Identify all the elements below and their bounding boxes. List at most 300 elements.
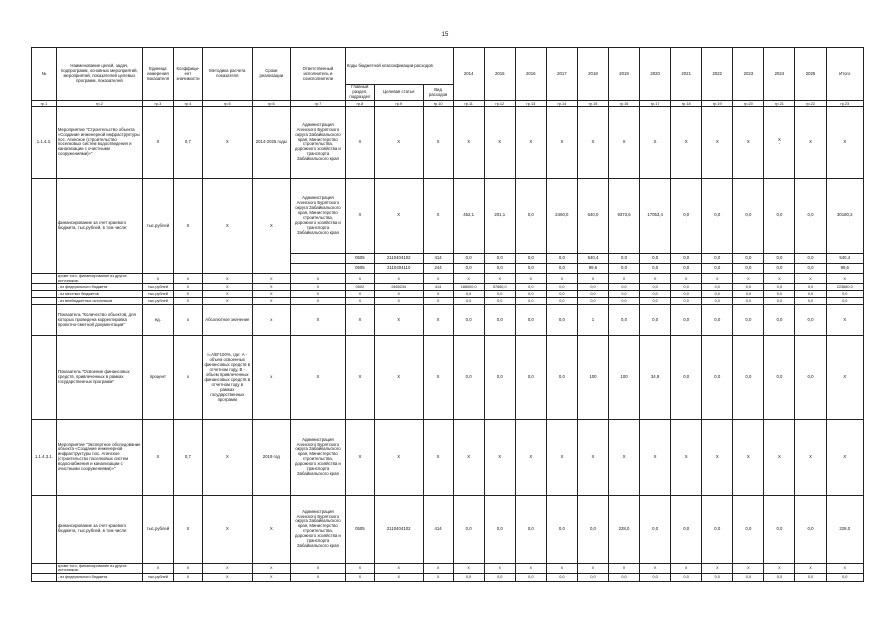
- row-unit: X: [142, 564, 173, 574]
- row-value: X: [609, 564, 640, 574]
- row-value: 452,1: [453, 178, 484, 254]
- row-value: 0,0: [702, 336, 733, 420]
- header-year: 2021: [671, 48, 702, 101]
- row-value: 0,0: [795, 298, 826, 305]
- row-term: X: [252, 291, 290, 298]
- row-value: 0,0: [733, 254, 764, 264]
- row-value: 0,0: [795, 305, 826, 336]
- row-value: 0,0: [640, 298, 671, 305]
- row-name: - из федерального бюджета: [56, 284, 142, 291]
- row-value: 0,0: [640, 264, 671, 274]
- header-year: 2015: [484, 48, 515, 101]
- row-razdel: 0505: [345, 495, 374, 563]
- row-value: 0,0: [795, 284, 826, 291]
- row-value: 0,0: [484, 298, 515, 305]
- row-responsible: X: [290, 298, 345, 305]
- row-value: X: [702, 107, 733, 179]
- row-value: 0,0: [515, 284, 546, 291]
- row-value: 0,0: [671, 291, 702, 298]
- header-year: 2023: [733, 48, 764, 101]
- row-value: 0,0: [453, 336, 484, 420]
- row-value: 0,0: [577, 291, 608, 298]
- row-razdel: X: [345, 336, 374, 420]
- row-responsible: X: [290, 336, 345, 420]
- row-vid: X: [423, 573, 453, 581]
- row-value: X: [577, 564, 608, 574]
- row-responsible: X: [290, 274, 345, 284]
- row-term: x: [252, 305, 290, 336]
- row-value: 0,0: [484, 264, 515, 274]
- row-no: [32, 564, 57, 574]
- row-unit: процент: [142, 336, 173, 420]
- col-num: гр.20: [733, 101, 764, 107]
- row-no: [32, 274, 57, 284]
- row-value: 0,0: [671, 573, 702, 581]
- col-num: гр.19: [702, 101, 733, 107]
- row-total: X: [826, 336, 863, 420]
- header-csr: Целевая статья: [374, 85, 423, 101]
- header-codes: Коды бюджетной классификации расходов: [345, 48, 453, 85]
- row-csr: 2110404102: [374, 495, 423, 563]
- row-csr: 2465234: [374, 284, 423, 291]
- row-value: 0,0: [764, 305, 795, 336]
- row-no: [32, 336, 57, 420]
- row-total: 540,4: [826, 254, 863, 264]
- row-value: X: [609, 107, 640, 179]
- row-value: 0,0: [795, 573, 826, 581]
- col-num: гр.12: [484, 101, 515, 107]
- col-num: гр.3: [142, 101, 173, 107]
- row-value: 9373,6: [609, 178, 640, 254]
- header-year: 2020: [640, 48, 671, 101]
- row-coef: X: [173, 495, 202, 563]
- row-value: 0,0: [546, 573, 577, 581]
- row-razdel: X: [345, 298, 374, 305]
- row-value: X: [640, 420, 671, 496]
- row-value: 0,0: [515, 495, 546, 563]
- row-value: 0,0: [515, 573, 546, 581]
- row-value: 0,0: [453, 291, 484, 298]
- row-coef: X: [173, 284, 202, 291]
- row-csr: 2110404102: [374, 254, 423, 264]
- row-vid: X: [423, 107, 453, 179]
- row-value: 17053,4: [640, 178, 671, 254]
- row-value: 0,0: [764, 495, 795, 563]
- row-value: 0,0: [577, 573, 608, 581]
- row-value: 0,0: [671, 284, 702, 291]
- row-value: 0,0: [546, 254, 577, 264]
- col-num: гр.7: [290, 101, 345, 107]
- row-csr: X: [374, 305, 423, 336]
- row-name: Показатель "Количество объектов, для которых проведена корректировка проектно-сметной документации": [56, 305, 142, 336]
- row-unit: тыс.рублей: [142, 178, 173, 274]
- row-csr: X: [374, 573, 423, 581]
- table-row: [32, 420, 864, 496]
- row-value: 0,0: [577, 298, 608, 305]
- col-num: гр.22: [795, 101, 826, 107]
- row-csr: X: [374, 420, 423, 496]
- row-value: 0,0: [702, 284, 733, 291]
- row-value: 0,0: [640, 573, 671, 581]
- row-method: I=A/B*100%, где: А - объем освоенных финансовых средств в отчетном году, В - объем привлеченных финансовых средств в отчетном году в рамках государственных программ: [202, 336, 252, 420]
- row-value: 0,0: [702, 298, 733, 305]
- row-value: 0,0: [733, 305, 764, 336]
- row-name: кроме того, финансирование из других источников:: [56, 274, 142, 284]
- row-term: X: [252, 298, 290, 305]
- col-num: гр.23: [826, 101, 863, 107]
- row-value: X: [609, 274, 640, 284]
- row-value: X: [671, 107, 702, 179]
- header-coef: Коэффици-ент значимости: [173, 48, 202, 101]
- row-value: 0,0: [484, 573, 515, 581]
- row-value: 0,0: [484, 254, 515, 264]
- row-method: X: [202, 178, 252, 274]
- row-value: 0,0: [733, 291, 764, 298]
- row-value: X: [702, 274, 733, 284]
- row-value: X: [764, 274, 795, 284]
- row-coef: 0,7: [173, 107, 202, 179]
- row-value: 0,0: [546, 284, 577, 291]
- row-csr: X: [374, 336, 423, 420]
- row-value: X: [546, 420, 577, 496]
- row-value: X: [795, 274, 826, 284]
- row-vid: X: [423, 564, 453, 574]
- row-responsible: X: [290, 564, 345, 574]
- header-year: 2019: [609, 48, 640, 101]
- row-value: 0,0: [609, 305, 640, 336]
- row-method: X: [202, 107, 252, 179]
- row-value: 0,0: [640, 284, 671, 291]
- row-value: 100: [609, 336, 640, 420]
- row-value: 0,0: [453, 264, 484, 274]
- row-value: 0,0: [515, 291, 546, 298]
- row-value: 0,0: [515, 336, 546, 420]
- row-value: 0,0: [764, 573, 795, 581]
- row-method: X: [202, 284, 252, 291]
- row-responsible: Администрация Агинского Бурятского округа Забайкальского края, Министерство строительства, дорожного хозяйства и транспорта Забайкальского края: [290, 495, 345, 563]
- row-value: 0,0: [764, 291, 795, 298]
- row-term: X: [252, 178, 290, 274]
- row-coef: X: [173, 291, 202, 298]
- row-value: X: [702, 564, 733, 574]
- row-total: 223660,0: [826, 284, 863, 291]
- row-value: X: [764, 420, 795, 496]
- row-value: 99,6: [577, 264, 608, 274]
- row-value: 0,0: [795, 254, 826, 264]
- row-razdel: X: [345, 564, 374, 574]
- col-num: гр.18: [671, 101, 702, 107]
- row-value: 201,1: [484, 178, 515, 254]
- header-total: Итого: [826, 48, 863, 101]
- row-responsible: X: [290, 291, 345, 298]
- col-num: гр.15: [577, 101, 608, 107]
- row-vid: X: [423, 298, 453, 305]
- table-row: [32, 305, 864, 336]
- table-row: [32, 178, 864, 254]
- row-unit: тыс.рублей: [142, 291, 173, 298]
- row-value: 0,0: [609, 284, 640, 291]
- row-value: 0,0: [640, 305, 671, 336]
- row-value: 0,0: [453, 298, 484, 305]
- row-value: 0,0: [484, 495, 515, 563]
- row-value: 0,0: [702, 291, 733, 298]
- row-value: 0,0: [733, 284, 764, 291]
- row-responsible: X: [290, 305, 345, 336]
- row-vid: 414: [423, 284, 453, 291]
- header-unit: Единица измерения показателя: [142, 48, 173, 101]
- row-responsible: X: [290, 284, 345, 291]
- row-razdel: X: [345, 107, 374, 179]
- row-responsible: Администрация Агинского Бурятского округа Забайкальского края, Министерство строительства, дорожного хозяйства и транспорта Забайкальского края: [290, 420, 345, 496]
- row-term: X: [252, 573, 290, 581]
- row-responsible: Администрация Агинского Бурятского округа Забайкальского края, Министерство строительства, дорожного хозяйства и транспорта Забайкальского края: [290, 107, 345, 179]
- row-value: 0,0: [546, 336, 577, 420]
- row-value: 0,0: [671, 254, 702, 264]
- row-method: X: [202, 291, 252, 298]
- row-value: X: [484, 564, 515, 574]
- row-value: 0,0: [702, 254, 733, 264]
- table-row: [32, 291, 864, 298]
- row-vid: 414: [423, 495, 453, 563]
- row-value: 0,0: [795, 495, 826, 563]
- row-value: 0,0: [453, 573, 484, 581]
- row-value: 0,0: [671, 305, 702, 336]
- row-value: 0,0: [640, 291, 671, 298]
- row-name: - из местных бюджетов: [56, 291, 142, 298]
- row-vid: X: [423, 420, 453, 496]
- row-vid: X: [423, 178, 453, 254]
- header-year: 2022: [702, 48, 733, 101]
- row-value: X: [515, 107, 546, 179]
- row-unit: X: [142, 107, 173, 179]
- table-row: [32, 298, 864, 305]
- row-csr: X: [374, 564, 423, 574]
- row-csr: X: [374, 107, 423, 179]
- row-value: X: [609, 420, 640, 496]
- row-vid: X: [423, 274, 453, 284]
- row-value: 0,0: [515, 264, 546, 274]
- table-row: [32, 336, 864, 420]
- row-total: X: [826, 274, 863, 284]
- page-number: 15: [441, 32, 449, 38]
- row-name: кроме того, финансирование из других источников:: [56, 564, 142, 574]
- row-name: Мероприятие "Экспертное обследование объекта «Создание инженерной инфраструктуры пос. Агинское (строительство поселковых систем водоснабжения и канализации с очистными сооружениями)»": [56, 420, 142, 496]
- row-razdel: X: [345, 420, 374, 496]
- row-coef: 0,7: [173, 420, 202, 496]
- col-num: гр.17: [640, 101, 671, 107]
- row-value: X: [515, 564, 546, 574]
- row-razdel: 0505: [345, 254, 374, 264]
- row-value: 0,0: [546, 264, 577, 274]
- row-name: Показатель "Освоение финансовых средств, привлеченных в рамках государственных программ": [56, 336, 142, 420]
- row-method: X: [202, 564, 252, 574]
- row-csr: X: [374, 178, 423, 254]
- header-row: [32, 48, 864, 85]
- table-row: [32, 107, 864, 179]
- col-num: гр.1: [32, 101, 57, 107]
- header-no: №: [32, 48, 57, 101]
- row-no: [32, 305, 57, 336]
- row-term: x: [252, 336, 290, 420]
- row-value: 0,0: [640, 495, 671, 563]
- row-value: 0,0: [453, 305, 484, 336]
- header-responsible: Ответственный исполнитель и соисполнители: [290, 48, 345, 101]
- row-total: 99,6: [826, 264, 863, 274]
- row-total: X: [826, 107, 863, 179]
- col-num: гр.6: [252, 101, 290, 107]
- row-value: 0,0: [515, 178, 546, 254]
- row-value: 0,0: [609, 573, 640, 581]
- row-method: X: [202, 298, 252, 305]
- row-no: [32, 573, 57, 581]
- row-name: Мероприятие "Строительство объекта «Создание инженерной инфраструктуры пос. Агинское (строительство поселковых систем водоотведения и канализации с очистными сооружениями)»": [56, 107, 142, 179]
- row-value: 2460,0: [546, 178, 577, 254]
- header-razdel: Главный раздел, подраздел: [345, 85, 374, 101]
- col-num: гр.4: [173, 101, 202, 107]
- header-vid: Вид расходов: [423, 85, 453, 101]
- row-method: X: [202, 495, 252, 563]
- row-value: 0,0: [671, 495, 702, 563]
- row-no: [32, 298, 57, 305]
- row-value: 34,9: [640, 336, 671, 420]
- row-no: [32, 284, 57, 291]
- row-value: 0,0: [733, 336, 764, 420]
- row-value: 166000,0: [453, 284, 484, 291]
- row-unit: тыс.рублей: [142, 573, 173, 581]
- row-value: 0,0: [609, 264, 640, 274]
- row-method: Абсолютное значение: [202, 305, 252, 336]
- row-value: X: [795, 420, 826, 496]
- col-num: гр.8: [345, 101, 374, 107]
- row-unit: тыс.рублей: [142, 495, 173, 563]
- row-csr: X: [374, 298, 423, 305]
- header-year: 2014: [453, 48, 484, 101]
- row-total: 0,0: [826, 298, 863, 305]
- row-value: X: [577, 274, 608, 284]
- row-value: 0,0: [484, 305, 515, 336]
- row-value: X: [795, 564, 826, 574]
- row-value: 0,0: [609, 291, 640, 298]
- row-coef: X: [173, 178, 202, 274]
- row-value: 0,0: [702, 305, 733, 336]
- row-value: X: [453, 274, 484, 284]
- row-name: финансирование за счет краевого бюджета, тыс.рублей, в том числе:: [56, 178, 142, 274]
- row-value: 0,0: [515, 305, 546, 336]
- row-name: финансирование за счет краевого бюджета, тыс.рублей, в том числе:: [56, 495, 142, 563]
- row-razdel: 0505: [345, 264, 374, 274]
- row-csr: X: [374, 291, 423, 298]
- row-value: 0,0: [795, 264, 826, 274]
- row-razdel: X: [345, 178, 374, 254]
- row-responsible: X: [290, 573, 345, 581]
- row-value: 540,4: [577, 254, 608, 264]
- row-unit: X: [142, 420, 173, 496]
- row-value: 0,0: [484, 291, 515, 298]
- row-term: 2014-2025 годы: [252, 107, 290, 179]
- row-coef: X: [173, 298, 202, 305]
- row-value: 0,0: [702, 573, 733, 581]
- row-value: 0,0: [453, 495, 484, 563]
- row-unit: ед.: [142, 305, 173, 336]
- row-value: 0,0: [764, 284, 795, 291]
- header-year: 2024: [764, 48, 795, 101]
- row-value: 1: [577, 305, 608, 336]
- row-no: 1.1.4.3.1.: [32, 420, 57, 496]
- row-value: 0,0: [795, 291, 826, 298]
- row-total: 0,0: [826, 573, 863, 581]
- row-value: X: [453, 564, 484, 574]
- header-year: 2017: [546, 48, 577, 101]
- col-num: гр.5: [202, 101, 252, 107]
- row-value: X: [733, 564, 764, 574]
- col-num: гр.10: [423, 101, 453, 107]
- row-value: X: [515, 274, 546, 284]
- row-value: 0,0: [733, 178, 764, 254]
- header-term: Сроки реализации: [252, 48, 290, 101]
- row-term: X: [252, 274, 290, 284]
- row-value: 100: [577, 336, 608, 420]
- row-coef: X: [173, 274, 202, 284]
- row-value: 0,0: [546, 305, 577, 336]
- row-vid: 414: [423, 254, 453, 264]
- row-value: 0,0: [671, 336, 702, 420]
- col-num: гр.9: [374, 101, 423, 107]
- row-value: 0,0: [764, 298, 795, 305]
- row-razdel: X: [345, 274, 374, 284]
- row-value: 0,0: [795, 178, 826, 254]
- row-value: X: [702, 420, 733, 496]
- row-value: X: [640, 274, 671, 284]
- row-value: X: [484, 420, 515, 496]
- row-value: 0,0: [546, 298, 577, 305]
- row-name: - из федерального бюджета: [56, 573, 142, 581]
- row-value: 0,0: [609, 254, 640, 264]
- row-value: 0,0: [546, 291, 577, 298]
- row-value-text: X: [777, 136, 781, 142]
- row-vid: 244: [423, 264, 453, 274]
- row-total: 0,0: [826, 291, 863, 298]
- row-name: - из внебюджетных источников: [56, 298, 142, 305]
- row-value: X: [453, 107, 484, 179]
- row-unit: X: [142, 274, 173, 284]
- row-term: X: [252, 495, 290, 563]
- col-num: гр.16: [609, 101, 640, 107]
- row-responsible: Администрация Агинского Бурятского округа Забайкальского края, Министерство строительства, дорожного хозяйства и транспорта Забайкальского края: [290, 178, 345, 254]
- row-unit: тыс.рублей: [142, 298, 173, 305]
- row-value: X: [453, 420, 484, 496]
- row-value: X: [484, 274, 515, 284]
- table-row: [32, 495, 864, 563]
- row-total: X: [826, 305, 863, 336]
- header-year: 2018: [577, 48, 608, 101]
- row-value: 57660,0: [484, 284, 515, 291]
- row-value: X: [733, 420, 764, 496]
- row-csr: 2110404110: [374, 264, 423, 274]
- table-row: [32, 564, 864, 574]
- row-value: X: [733, 274, 764, 284]
- col-num: гр.13: [515, 101, 546, 107]
- row-value: X: [640, 564, 671, 574]
- row-coef: x: [173, 336, 202, 420]
- row-value: X: [671, 420, 702, 496]
- row-value: 0,0: [671, 264, 702, 274]
- row-coef: x: [173, 305, 202, 336]
- row-value: 228,0: [609, 495, 640, 563]
- row-value: 0,0: [733, 264, 764, 274]
- row-dash: -: [778, 141, 781, 147]
- row-value: 0,0: [640, 254, 671, 264]
- row-coef: X: [173, 573, 202, 581]
